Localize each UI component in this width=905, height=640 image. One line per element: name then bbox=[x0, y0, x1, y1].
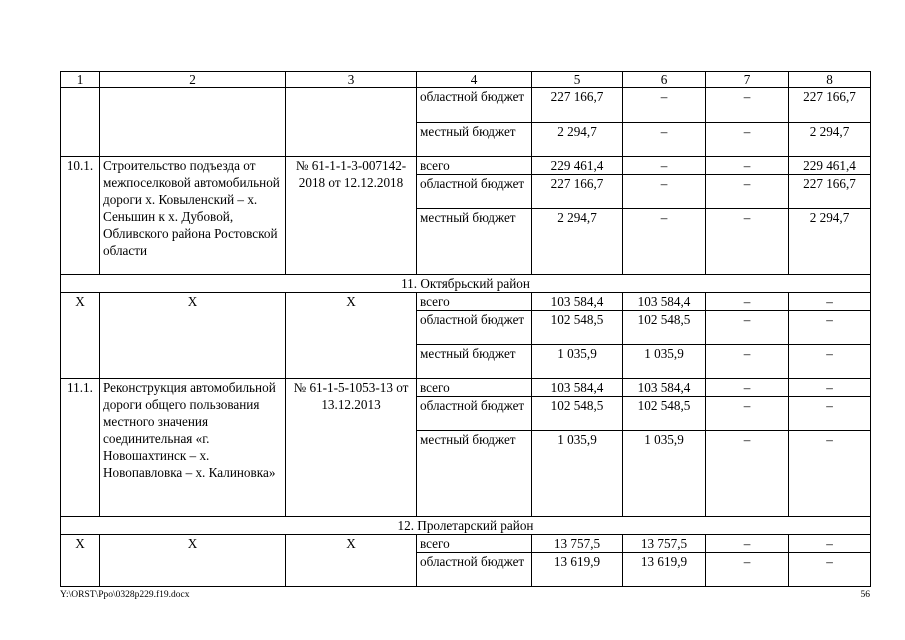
value-cell: – bbox=[706, 157, 789, 175]
budget-label-total: всего bbox=[417, 379, 532, 397]
section-title: 12. Пролетарский район bbox=[61, 517, 871, 535]
value-cell: 2 294,7 bbox=[532, 209, 623, 275]
value-cell: – bbox=[623, 157, 706, 175]
header-cell: 5 bbox=[532, 72, 623, 88]
value-cell: – bbox=[623, 88, 706, 123]
empty-cell bbox=[61, 88, 100, 157]
x-mark: Х bbox=[286, 535, 417, 587]
value-cell: 1 035,9 bbox=[623, 345, 706, 379]
budget-label-regional: областной бюджет bbox=[417, 175, 532, 209]
value-cell: – bbox=[789, 345, 871, 379]
value-cell: – bbox=[706, 311, 789, 345]
value-cell: – bbox=[789, 553, 871, 587]
header-cell: 3 bbox=[286, 72, 417, 88]
budget-label-local: местный бюджет bbox=[417, 345, 532, 379]
value-cell: 227 166,7 bbox=[532, 175, 623, 209]
value-cell: 103 584,4 bbox=[532, 293, 623, 311]
header-cell: 1 bbox=[61, 72, 100, 88]
budget-label-regional: областной бюджет bbox=[417, 553, 532, 587]
value-cell: – bbox=[706, 175, 789, 209]
table-row bbox=[61, 293, 871, 311]
value-cell: – bbox=[706, 293, 789, 311]
value-cell: 102 548,5 bbox=[532, 397, 623, 431]
value-cell: – bbox=[706, 345, 789, 379]
value-cell: 13 619,9 bbox=[623, 553, 706, 587]
value-cell: 227 166,7 bbox=[789, 175, 871, 209]
budget-label-total: всего bbox=[417, 293, 532, 311]
item-number: 10.1. bbox=[61, 157, 100, 275]
value-cell: 103 584,4 bbox=[623, 379, 706, 397]
header-cell: 2 bbox=[100, 72, 286, 88]
table-row bbox=[61, 88, 871, 123]
value-cell: – bbox=[623, 209, 706, 275]
item-number: 11.1. bbox=[61, 379, 100, 517]
value-cell: 102 548,5 bbox=[532, 311, 623, 345]
budget-label-regional: областной бюджет bbox=[417, 311, 532, 345]
budget-label-regional: областной бюджет bbox=[417, 397, 532, 431]
page-number: 56 bbox=[860, 590, 870, 600]
value-cell: – bbox=[706, 209, 789, 275]
x-mark: Х bbox=[286, 293, 417, 379]
budget-label-local: местный бюджет bbox=[417, 431, 532, 517]
x-mark: Х bbox=[100, 293, 286, 379]
header-cell: 7 bbox=[706, 72, 789, 88]
value-cell: 2 294,7 bbox=[789, 123, 871, 157]
value-cell: – bbox=[789, 311, 871, 345]
header-cell: 4 bbox=[417, 72, 532, 88]
value-cell: 102 548,5 bbox=[623, 397, 706, 431]
value-cell: 1 035,9 bbox=[623, 431, 706, 517]
value-cell: 1 035,9 bbox=[532, 345, 623, 379]
header-cell: 8 bbox=[789, 72, 871, 88]
value-cell: 13 757,5 bbox=[623, 535, 706, 553]
empty-cell bbox=[100, 88, 286, 157]
item-name: Строительство подъезда от межпоселковой автомобильной дороги х. Ковыленский – х. Сеньшин к х. Дубовой, Обливского района Ростовской области bbox=[100, 157, 286, 275]
table-header-row bbox=[61, 72, 871, 88]
table-row bbox=[61, 157, 871, 175]
value-cell: 2 294,7 bbox=[532, 123, 623, 157]
x-mark: Х bbox=[61, 293, 100, 379]
value-cell: – bbox=[789, 431, 871, 517]
value-cell: – bbox=[706, 431, 789, 517]
budget-label-regional: областной бюджет bbox=[417, 88, 532, 123]
section-title: 11. Октябрьский район bbox=[61, 275, 871, 293]
value-cell: 13 619,9 bbox=[532, 553, 623, 587]
x-mark: Х bbox=[100, 535, 286, 587]
value-cell: – bbox=[706, 535, 789, 553]
value-cell: 229 461,4 bbox=[789, 157, 871, 175]
table-row bbox=[61, 379, 871, 397]
budget-label-local: местный бюджет bbox=[417, 123, 532, 157]
item-document: № 61-1-1-3-007142-2018 от 12.12.2018 bbox=[286, 157, 417, 275]
value-cell: 227 166,7 bbox=[789, 88, 871, 123]
value-cell: 2 294,7 bbox=[789, 209, 871, 275]
section-row bbox=[61, 275, 871, 293]
value-cell: 227 166,7 bbox=[532, 88, 623, 123]
value-cell: – bbox=[706, 88, 789, 123]
value-cell: – bbox=[706, 379, 789, 397]
section-row bbox=[61, 517, 871, 535]
empty-cell bbox=[286, 88, 417, 157]
value-cell: – bbox=[623, 175, 706, 209]
value-cell: – bbox=[789, 379, 871, 397]
header-cell: 6 bbox=[623, 72, 706, 88]
value-cell: – bbox=[623, 123, 706, 157]
budget-table bbox=[60, 71, 871, 587]
value-cell: 103 584,4 bbox=[532, 379, 623, 397]
budget-label-total: всего bbox=[417, 535, 532, 553]
value-cell: 13 757,5 bbox=[532, 535, 623, 553]
item-document: № 61-1-5-1053-13 от 13.12.2013 bbox=[286, 379, 417, 517]
value-cell: 229 461,4 bbox=[532, 157, 623, 175]
value-cell: – bbox=[789, 293, 871, 311]
table-row bbox=[61, 535, 871, 553]
budget-label-local: местный бюджет bbox=[417, 209, 532, 275]
value-cell: – bbox=[706, 553, 789, 587]
file-path: Y:\ORST\Ppo\0328p229.f19.docx bbox=[60, 590, 190, 600]
value-cell: – bbox=[706, 123, 789, 157]
value-cell: 103 584,4 bbox=[623, 293, 706, 311]
x-mark: Х bbox=[61, 535, 100, 587]
budget-label-total: всего bbox=[417, 157, 532, 175]
item-name: Реконструкция автомобильной дороги общего пользования местного значения соединительная «г. Новошахтинск – х. Новопавловка – х. Калиновка» bbox=[100, 379, 286, 517]
value-cell: 1 035,9 bbox=[532, 431, 623, 517]
value-cell: – bbox=[789, 397, 871, 431]
value-cell: 102 548,5 bbox=[623, 311, 706, 345]
value-cell: – bbox=[789, 535, 871, 553]
value-cell: – bbox=[706, 397, 789, 431]
